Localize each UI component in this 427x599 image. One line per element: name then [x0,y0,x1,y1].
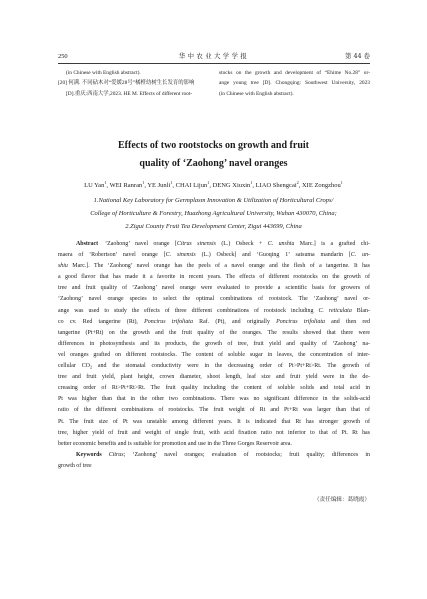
affiliation-line: College of Horticulture & Forestry, Huazhong Agricultural University, Wuhan 430070, China; [90,209,337,217]
reference-line: (in Chinese with English abstract). [66,69,141,76]
reference-line: [D].重庆:西南大学,2023. HE M. Effects of different root- [66,90,193,97]
abstract-label: Abstract [76,241,99,247]
author-name: WEI Ranran [109,182,143,189]
affiliation-line: 2.Zigui County Fruit Tea Development Center, Zigui 443699, China [125,222,302,230]
italic-term: shiu [58,263,68,270]
author-name: DENG Xiuxin [212,182,251,189]
affiliation-mark: 1 [142,179,145,185]
text-run: ‘Zaohong’ navel orange [ [105,241,177,247]
author-name: LU Yan [84,182,105,189]
text-run: differences in photosynthesis and its products, the growth of tree, fruit yield and quality of ‘Zaohong’ na- [58,340,370,347]
text-run: Marc.]. The ‘Zaohong’ navel orange has the peels of a navel orange and the flesh of a tangerine. It has [67,263,370,270]
text-run: and then red [324,318,370,325]
title-line: quality of ‘Zaohong’ navel oranges [139,158,288,169]
abstract-line [58,383,370,394]
editor-credit: （责任编辑：葛晓霞） [314,496,370,503]
abstract-line [58,283,370,294]
affiliation-mark: 1 [104,179,107,185]
text-run: (L.) Osbeck] and ‘Guoqing 1’ satsuma mandarin [ [195,252,351,259]
text-run: ange was used to study the effects of three different combinations of rootstock including [58,307,319,314]
text-run: growth of tree [58,462,92,469]
text-run: Marc.] is a grafted chi- [294,241,370,247]
abstract-line [58,350,370,361]
author-separator: , [298,182,302,189]
header-rule [58,63,370,64]
author-separator: , [172,182,176,189]
author-name: CHAI Lijun [175,182,208,189]
text-run: tree and fruit quality of ‘Zaohong’ navel orange were evaluated to provide a scientific basis for growers of [58,285,370,292]
text-run: (L.) Osbeck + [215,241,268,247]
author-separator: , [106,182,110,189]
reference-line: (in Chinese with English abstract). [219,90,294,97]
italic-term: Poncirus trifoliata [276,318,325,325]
author-name: XIE Zongzhou [301,182,341,189]
abstract-line [58,272,370,283]
author-separator: , [144,182,148,189]
text-run: Raf. (Pt), and originally [192,318,277,325]
abstract-line [58,317,370,328]
running-header [58,52,370,61]
abstract-line [58,261,370,272]
affiliation-mark: 1 [170,179,173,185]
italic-term: C. un- [350,252,370,259]
keywords-line [58,461,370,472]
abstract-line [58,306,370,317]
author-name: LIAO Shengcai [255,182,297,189]
author-name: YE Junli [147,182,171,189]
abstract-line [58,361,370,372]
text-run: tree and fruit yield, plant height, crown diameter, shoot length, leaf size and fruit yield were in the de- [58,374,370,381]
author-separator: , [252,182,256,189]
abstract-line [58,439,370,450]
affiliation-line: 1.National Key Laboratory for Germplasm Innovation & Utilization of Horticultural Crops/ [93,196,334,204]
keywords [58,450,370,472]
abstract [58,239,370,450]
affiliation-mark: 1 [340,179,343,185]
subscript: 2 [89,364,92,370]
reference-line: ange young tree [D]. Chongqing: Southwest University, 2023 [219,80,370,86]
page-number: 250 [58,53,68,60]
text-run: cellular CO [58,363,90,370]
keywords-label: Keywords [76,451,102,458]
text-run: co cv. Red tangerine (Rt), [58,318,145,325]
abstract-line [58,250,370,261]
italic-term: C. unshiu [267,241,295,247]
text-run: ; ‘Zaohong’ navel oranges; evaluation of rootstocks; fruit quality; differences in [123,451,370,458]
reference-column-left [58,68,209,100]
italic-term: Citrus [108,451,124,458]
abstract-line [58,405,370,416]
italic-term: Citrus sinensis [176,241,216,247]
italic-term: C. reticulata [318,307,352,314]
text-run: a good flavor that has made it a favorite in recent years. The effects of different rootstocks on the growth of [58,274,370,281]
journal-title: 华中农业大学学报 [178,52,250,60]
affiliation-mark: 1 [250,179,253,185]
keywords-line [58,450,370,461]
author-list [0,181,427,191]
text-run: creasing order of Rt>Pt+Rt>Rt. The fruit quality including the content of soluble solids and total acid in [58,385,370,392]
reference-line: [20] 何满. 不同砧木对“爱媛28号”橘橙幼树生长发育的影响 [58,80,195,86]
text-run: tree, higher yield of fruit and weight of single fruit, with acid fixation ratio not inferior to that of Pt. Rt has [58,429,370,436]
abstract-line [58,394,370,405]
abstract-line [58,428,370,439]
text-run: Pt. The fruit size of Pt was unstable among different years. It is indicated that Rt has stronger growth of [58,418,370,425]
italic-term: C. sinensis [165,252,196,259]
text-run: tangerine (Pt+Rt) on the growth and the fruit quality of the oranges. The results showed that there were [58,329,370,336]
abstract-line [58,417,370,428]
author-separator: , [209,182,213,189]
affiliation-mark: 1 [207,179,210,185]
abstract-line [58,239,370,250]
text-run: ratio of the different combinations of rootstocks. The fruit weight of Rt and Pt+Rt was larger than that of [58,407,370,414]
reference-line: stocks on the growth and development of “Ehime No.28” or- [219,69,370,76]
text-run: vel oranges grafted on different rootstocks. The content of soluble sugar in leaves, the concentration of inter- [58,351,370,358]
italic-term: Poncirus trifoliata [144,318,193,325]
affiliation-mark: 2 [296,179,299,185]
abstract-line [58,328,370,339]
abstract-line [58,294,370,305]
title-line: Effects of two rootstocks on growth and fruit [117,140,309,151]
text-run: better economic benefits and is suitable for promotion and use in the Three Gorges Reservoir area. [58,440,292,447]
abstract-line [58,339,370,350]
text-run: and the stomatal conductivity were in the decreasing order of Pt>Pt+Rt>Rt. The growth of [91,363,370,370]
affiliations [0,194,427,233]
article-title [0,137,427,173]
volume-label: 第 44 卷 [345,52,370,60]
text-run: ‘Zaohong’ navel orange species to select the optimal combinations of rootstock. The ‘Zaohong’ navel or- [58,296,370,303]
reference-column-right [219,68,370,100]
text-run: maera of ‘Robertson’ navel orange [ [58,252,166,259]
abstract-line [58,372,370,383]
text-run: Blan- [351,307,370,314]
text-run: Pt was higher than that in the other two combinations. There was no significant difference in the solids-acid [58,396,370,403]
